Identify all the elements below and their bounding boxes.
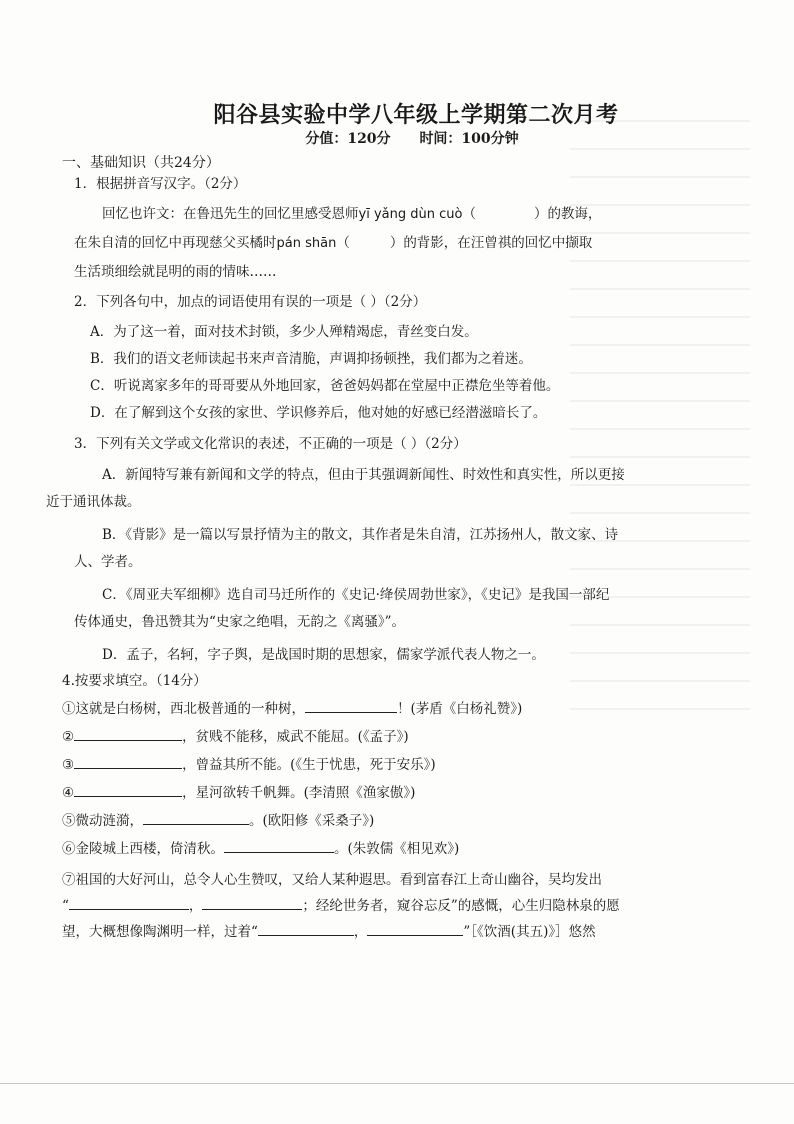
- question-1-title: 1．根据拼音写汉字。（2分）: [74, 176, 247, 192]
- q1-pinyin-2: pán shān: [276, 235, 337, 251]
- question-2-title: 2．下列各句中，加点的词语使用有误的一项是（ ）（2分）: [74, 293, 427, 310]
- q3-a-line2: 近于通讯体裁。: [46, 493, 141, 510]
- q4-blank-7a[interactable]: [69, 897, 189, 910]
- q1-line1-b: 的教诲，: [547, 205, 602, 222]
- q4-blank-7d[interactable]: [367, 923, 463, 936]
- q4-blank-7c[interactable]: [258, 923, 354, 936]
- q4-item-3-text-a: ③: [62, 756, 75, 773]
- q4-blank-6[interactable]: [224, 840, 334, 853]
- q4-item-4: [62, 783, 662, 803]
- q4-blank-4[interactable]: [74, 784, 182, 797]
- q4-item-4-text-a: ④: [62, 784, 75, 801]
- question-2-option-c: C．听说离家多年的哥哥要从外地回家，爸爸妈妈都在堂屋中正襟危坐等着他。: [90, 378, 560, 394]
- q1-pinyin-1: yī yǎng dùn cuò: [358, 206, 463, 222]
- q4-item-7-comma-2: ，: [353, 923, 368, 940]
- question-3-option-d: D．孟子，名轲，字子舆，是战国时期的思想家，儒家学派代表人物之一。: [102, 646, 545, 663]
- q4-item-7-comma-1: ，: [188, 897, 203, 914]
- question-2-option-a: A．为了这一着，面对技术封锁，多少人殚精竭虑，青丝变白发。: [90, 324, 478, 340]
- q4-item-7-line3-end: ”［《饮酒(其五)》］悠然: [463, 923, 596, 940]
- q4-item-7-line2-end: ；经纶世务者，窥谷忘反”的感慨，心生归隐林泉的愿: [302, 897, 620, 914]
- score-time-line: [162, 132, 662, 146]
- question-1-body: 回忆也许文：在鲁迅先生的回忆里感受恩师yī yǎng dùn cuò（ ）的教诲，: [102, 205, 602, 222]
- q4-item-1-text-a: ①这就是白杨树，西北极普通的一种树，: [62, 700, 305, 717]
- q4-item-6-text-a: ⑥金陵城上西楼，倚清秋。: [62, 840, 224, 857]
- q4-item-7-line1: ⑦祖国的大好河山，总令人心生赞叹，又给人某种遐思。看到富春江上奇山幽谷，吴均发出: [62, 871, 602, 888]
- question-2-option-d: D．在了解到这个女孩的家世、学识修养后，他对她的好感已经潜滋暗长了。: [90, 405, 547, 421]
- q4-item-2-text-a: ②: [62, 728, 75, 745]
- q4-item-3-text-b: ，曾益其所不能。(《生于忧患，死于安乐》): [182, 756, 436, 773]
- q4-item-5: [62, 811, 662, 831]
- q1-line2-a: 在朱自清的回忆中再现慈父买橘时: [74, 234, 277, 251]
- q4-item-6-text-b: 。(朱敦儒《相见欢》): [334, 840, 460, 857]
- q4-item-1-text-b: ！(茅盾《白杨礼赞》): [397, 700, 523, 717]
- question-1-line3: 生活琐细绘就昆明的雨的情味……: [74, 263, 277, 280]
- question-1-line2: 在朱自清的回忆中再现慈父买橘时pán shān（ ）的背影，在汪曾祺的回忆中撷取: [74, 234, 593, 251]
- q4-item-5-text-a: ⑤微动涟漪，: [62, 812, 143, 829]
- question-3-title: 3．下列有关文学或文化常识的表述，不正确的一项是（ ）（2分）: [74, 436, 467, 452]
- section-basic-knowledge: 一、基础知识（共24分）: [62, 155, 220, 171]
- q4-item-6: [62, 839, 662, 859]
- question-4-title: 4.按要求填空。（14分）: [62, 672, 207, 689]
- question-3-option-c: [74, 582, 662, 636]
- exam-title: 阳谷县实验中学八年级上学期第二次月考: [213, 102, 619, 128]
- q4-item-3: [62, 755, 662, 775]
- q4-item-7-quote-open: “: [62, 897, 69, 914]
- q4-blank-2[interactable]: [74, 728, 182, 741]
- question-3-option-a: [46, 462, 662, 516]
- q4-item-1: [62, 699, 662, 719]
- q4-item-7-line3-start: 望，大概想像陶渊明一样，过着“: [62, 923, 258, 940]
- q4-blank-1[interactable]: [305, 700, 397, 713]
- q4-blank-3[interactable]: [74, 756, 182, 769]
- q4-item-7: [62, 867, 662, 945]
- exam-sheet: [46, 102, 662, 953]
- q3-b-line2: 人、学者。: [74, 553, 142, 570]
- q4-item-4-text-b: ，星河欲转千帆舞。(李清照《渔家傲》): [182, 784, 416, 801]
- q1-line1-a: 回忆也许文：在鲁迅先生的回忆里感受恩师: [102, 205, 359, 222]
- question-3-option-b: [74, 522, 662, 576]
- q4-item-5-text-b: 。(欧阳修《采桑子》): [249, 812, 375, 829]
- q1-line2-b: 的背影，在汪曾祺的回忆中撷取: [403, 234, 593, 251]
- q4-blank-7b[interactable]: [202, 897, 302, 910]
- score-value: 分值：120分: [305, 131, 391, 147]
- q3-b-line1: B．《背影》是一篇以写景抒情为主的散文，其作者是朱自清，江苏扬州人，散文家、诗: [102, 526, 619, 543]
- q3-c-line2: 传体通史，鲁迅赞其为“史家之绝唱，无韵之《离骚》”。: [74, 613, 406, 630]
- time-value: 时间：100分钟: [419, 131, 519, 147]
- scan-bottom-edge: [0, 1083, 794, 1084]
- q4-item-2-text-b: ，贫贱不能移，威武不能屈。(《孟子》): [182, 728, 409, 745]
- q3-c-line1: C．《周亚夫军细柳》选自司马迁所作的《史记·绛侯周勃世家》，《史记》是我国一部纪: [102, 586, 610, 603]
- q3-a-line1: A．新闻特写兼有新闻和文学的特点，但由于其强调新闻性、时效性和真实性，所以更接: [102, 466, 625, 483]
- q4-item-2: [62, 727, 662, 747]
- q4-blank-5[interactable]: [143, 812, 249, 825]
- question-2-option-b: B．我们的语文老师读起书来声音清脆，声调抑扬顿挫，我们都为之着迷。: [90, 351, 532, 367]
